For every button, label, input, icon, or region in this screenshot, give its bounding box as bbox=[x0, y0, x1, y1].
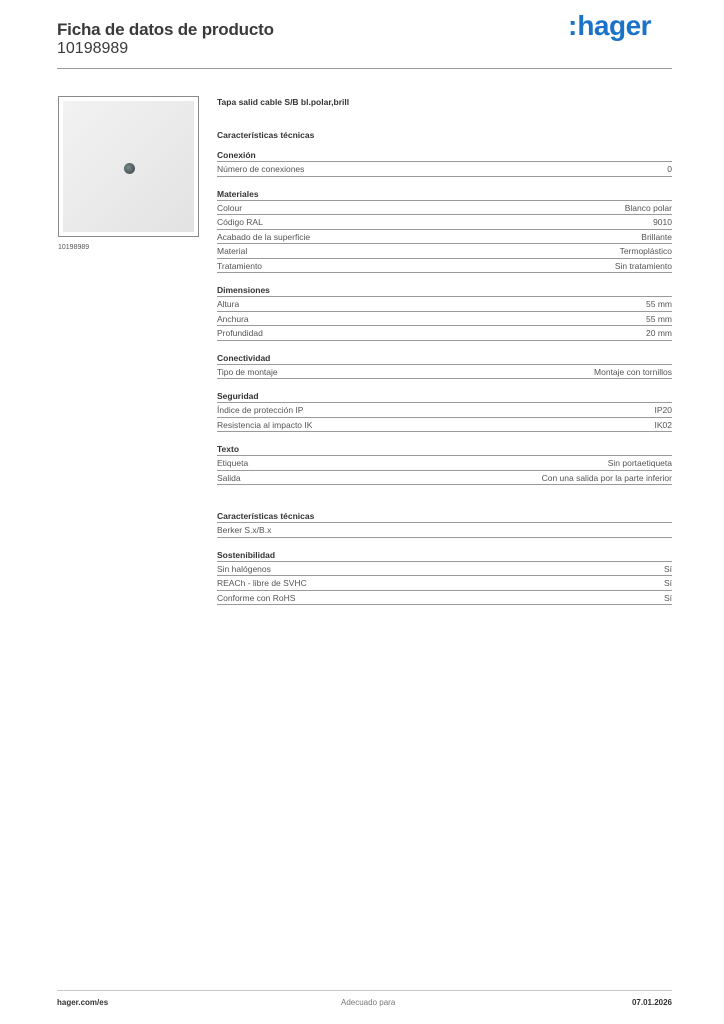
spec-group-conexion bbox=[217, 150, 672, 177]
footer-website: hager.com/es bbox=[57, 998, 109, 1007]
spec-label: Resistencia al impacto IK bbox=[217, 419, 313, 430]
spec-value: Blanco polar bbox=[624, 202, 672, 213]
spec-row bbox=[217, 403, 672, 418]
spec-group-title: Conectividad bbox=[217, 353, 672, 365]
spec-row bbox=[217, 456, 672, 471]
spec-group-caracteristicas-tecnicas bbox=[217, 511, 672, 538]
spec-row bbox=[217, 259, 672, 274]
spec-row bbox=[217, 365, 672, 380]
spec-label: Profundidad bbox=[217, 328, 263, 338]
spec-row bbox=[217, 591, 672, 606]
footer-date: 07.01.2026 bbox=[631, 998, 672, 1007]
header-divider bbox=[57, 68, 672, 69]
spec-row bbox=[217, 471, 672, 486]
spec-row bbox=[217, 230, 672, 245]
spec-value: 0 bbox=[667, 164, 672, 174]
spec-value: Sí bbox=[663, 563, 672, 574]
spec-label: Conforme con RoHS bbox=[217, 592, 296, 603]
spec-label: Berker S.x/B.x bbox=[217, 525, 272, 535]
spec-group-title: Características técnicas bbox=[217, 511, 672, 523]
spec-label: Tipo de montaje bbox=[217, 366, 278, 377]
spec-label: Altura bbox=[217, 299, 240, 309]
spec-value: IP20 bbox=[654, 405, 672, 415]
cover-plate-image bbox=[63, 101, 194, 232]
spec-group-conectividad bbox=[217, 353, 672, 380]
spec-value: 55 mm bbox=[646, 299, 672, 309]
spec-label: Número de conexiones bbox=[217, 164, 305, 174]
cable-outlet-hole bbox=[124, 163, 135, 174]
hager-logo: :hager bbox=[568, 10, 652, 41]
spec-row bbox=[217, 297, 672, 312]
spec-row bbox=[217, 162, 672, 177]
footer-note: Adecuado para bbox=[341, 998, 396, 1007]
spec-label: REACh - libre de SVHC bbox=[217, 578, 307, 588]
spec-group-title: Dimensiones bbox=[217, 285, 672, 297]
spec-row bbox=[217, 523, 672, 538]
spec-row bbox=[217, 418, 672, 433]
spec-value: Termoplástico bbox=[619, 246, 672, 256]
spec-row bbox=[217, 326, 672, 341]
spec-content bbox=[217, 96, 672, 605]
footer-divider bbox=[57, 990, 672, 991]
spec-group-sostenibilidad bbox=[217, 550, 672, 606]
spec-value: Sí bbox=[663, 578, 672, 588]
product-image bbox=[58, 96, 199, 237]
spec-value: Con una salida por la parte inferior bbox=[541, 472, 672, 483]
product-image-caption: 10198989 bbox=[58, 244, 90, 251]
spec-row bbox=[217, 312, 672, 327]
spec-group-title: Materiales bbox=[217, 189, 672, 201]
spec-label: Tratamiento bbox=[217, 260, 263, 271]
spec-value: 20 mm bbox=[646, 328, 672, 338]
spec-value: IK02 bbox=[654, 419, 672, 430]
spec-label: Anchura bbox=[217, 313, 249, 324]
spec-group-title: Sostenibilidad bbox=[217, 550, 672, 562]
spec-group-title: Seguridad bbox=[217, 391, 672, 403]
spec-group-dimensiones bbox=[217, 285, 672, 341]
page-title: Ficha de datos de producto bbox=[57, 20, 274, 39]
spec-label: Salida bbox=[217, 472, 241, 483]
spec-row bbox=[217, 576, 672, 591]
spec-groups bbox=[217, 150, 672, 485]
spec-row bbox=[217, 215, 672, 230]
spec-group-materiales bbox=[217, 189, 672, 274]
spec-value: 55 mm bbox=[646, 313, 672, 324]
spec-label: Acabado de la superficie bbox=[217, 231, 311, 242]
extra-spec-groups bbox=[217, 511, 672, 605]
product-number: 10198989 bbox=[57, 40, 129, 57]
spec-group-texto bbox=[217, 444, 672, 485]
spec-group-title: Texto bbox=[217, 444, 672, 456]
spec-label: Colour bbox=[217, 202, 243, 213]
spec-label: Índice de protección IP bbox=[217, 405, 304, 415]
spec-label: Etiqueta bbox=[217, 458, 249, 468]
spec-value: Sí bbox=[663, 592, 672, 603]
product-name: Tapa salid cable S/B bl.polar,brill bbox=[217, 97, 350, 107]
spec-value: Brillante bbox=[641, 231, 672, 242]
spec-label: Material bbox=[217, 246, 248, 256]
spec-row bbox=[217, 244, 672, 259]
spec-value: Montaje con tornillos bbox=[594, 366, 672, 377]
spec-group-seguridad bbox=[217, 391, 672, 432]
spec-value: Sin portaetiqueta bbox=[607, 458, 672, 468]
spec-row bbox=[217, 562, 672, 577]
spec-value: 9010 bbox=[653, 217, 672, 227]
spec-row bbox=[217, 201, 672, 216]
spec-label: Sin halógenos bbox=[217, 563, 271, 574]
spec-group-title: Conexión bbox=[217, 150, 672, 162]
section-heading: Características técnicas bbox=[217, 130, 315, 140]
spec-value: Sin tratamiento bbox=[614, 260, 672, 271]
spec-label: Código RAL bbox=[217, 217, 263, 227]
logo-text: hager bbox=[577, 10, 652, 41]
